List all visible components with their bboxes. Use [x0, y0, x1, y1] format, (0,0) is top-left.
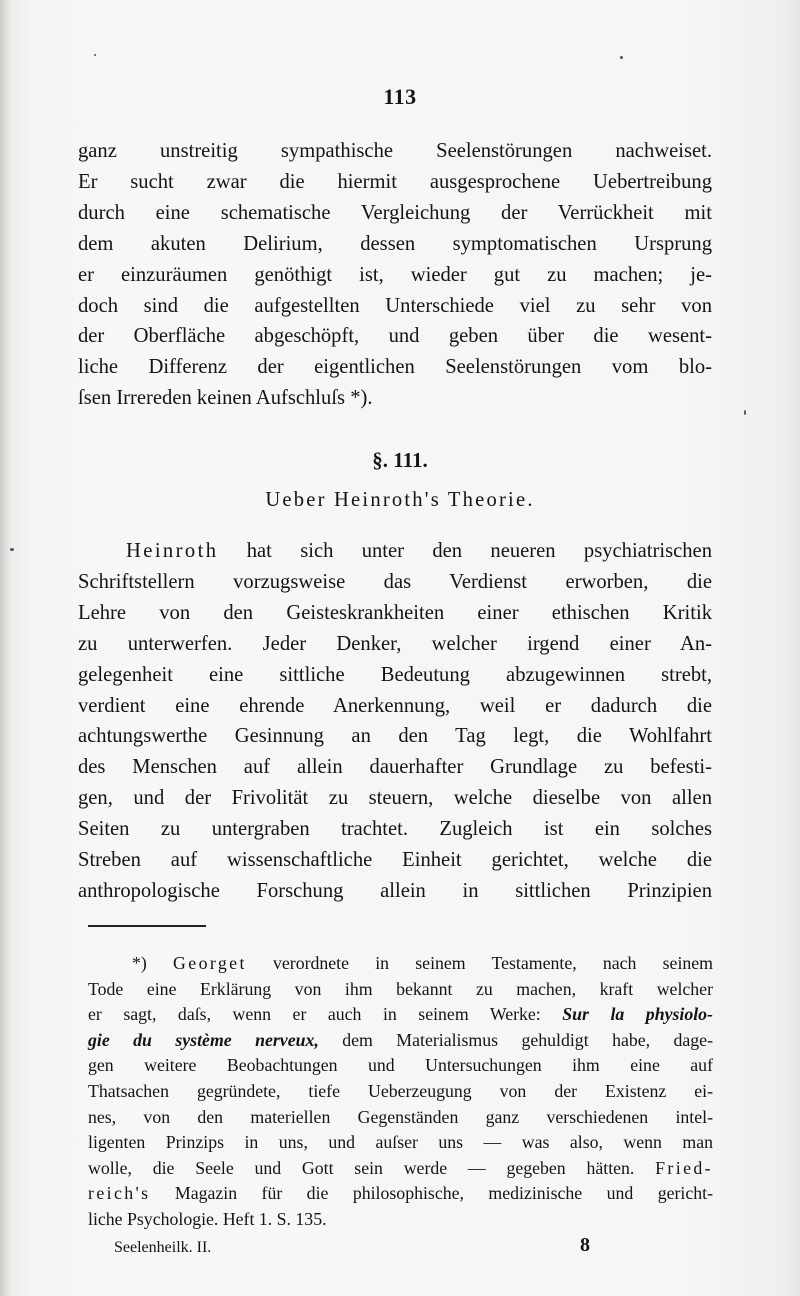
text-line: dem akuten Delirium, dessen symptomatischen Ursprung	[78, 232, 712, 255]
printer-signature: Seelenheilk. II.	[114, 1239, 212, 1256]
footnote-line: ligenten Prinzips in uns, und auſser uns — was also, wenn man	[88, 1132, 713, 1153]
footnote-line: Tode eine Erklärung von ihm bekannt zu machen, kraft welcher	[88, 978, 713, 999]
footnote-line: nes, von den materiellen Gegenständen ganz verschiedenen intel-	[88, 1106, 713, 1127]
work-title: Sur la physiolo-	[562, 1004, 713, 1025]
text-run: Magazin für die philosophische, medizinische und gericht-	[150, 1183, 713, 1204]
paragraph-2	[78, 536, 712, 907]
text-line: gelegenheit eine sittliche Bedeutung abzugewinnen strebt,	[78, 663, 712, 686]
text-line: zu unterwerfen. Jeder Denker, welcher irgend einer An-	[78, 632, 712, 655]
text-line: ſsen Irrereden keinen Aufschluſs *).	[78, 387, 373, 410]
paragraph-1	[78, 136, 712, 414]
footnote-line: liche Psychologie. Heft 1. S. 135.	[88, 1208, 327, 1229]
text-line: des Menschen auf allein dauerhafter Grundlage zu befesti-	[78, 756, 712, 779]
text-line: verdient eine ehrende Anerkennung, weil er dadurch die	[78, 694, 712, 717]
paper-speck	[620, 56, 623, 59]
text-line: anthropologische Forschung allein in sittlichen Prinzipien	[78, 879, 712, 902]
text-line: er einzuräumen genöthigt ist, wieder gut zu machen; je-	[78, 263, 712, 286]
sheet-number: 8	[580, 1234, 590, 1256]
text-run: hat sich unter den neueren psychiatrischen	[218, 540, 712, 562]
text-line: liche Differenz der eigentlichen Seelenstörungen vom blo-	[78, 356, 712, 379]
text-line: Lehre von den Geisteskrankheiten einer ethischen Kritik	[78, 601, 712, 624]
work-title: gie du système nerveux,	[88, 1029, 319, 1050]
text-line: ganz unstreitig sympathische Seelenstörungen nachweiset.	[78, 140, 712, 162]
text-line: achtungswerthe Gesinnung an den Tag legt, die Wohlfahrt	[78, 725, 712, 748]
paper-speck	[94, 54, 96, 56]
footnote-rule	[88, 925, 206, 927]
footnote-marker: *)	[132, 953, 174, 973]
footnote-line	[88, 1028, 713, 1054]
text-line: doch sind die aufgestellten Unterschiede viel zu sehr von	[78, 294, 712, 317]
cited-name: reich's	[88, 1183, 151, 1204]
footnote-line: gen weitere Beobachtungen und Untersuchungen ihm eine auf	[88, 1055, 713, 1076]
section-number: §. 111.	[372, 448, 428, 472]
author-name-spaced: Heinroth	[126, 540, 219, 562]
text-run: dem Materialismus gehuldigt habe, dage-	[318, 1029, 713, 1050]
footnote-line	[88, 1156, 713, 1182]
text-line: gen, und der Frivolität zu steuern, welche dieselbe von allen	[78, 787, 712, 810]
text-line: durch eine schematische Vergleichung der Verrückheit mit	[78, 201, 712, 224]
footnote-line	[88, 1181, 713, 1207]
paper-speck	[744, 410, 746, 415]
text-line: Seiten zu untergraben trachtet. Zugleich ist ein solches	[78, 818, 712, 841]
footnote	[88, 951, 713, 1233]
section-title: Ueber Heinroth's Theorie.	[265, 489, 535, 511]
text-line: Schriftstellern vorzugsweise das Verdienst erworben, die	[78, 570, 712, 593]
text-line-first	[78, 536, 712, 567]
text-line: Er sucht zwar die hiermit ausgesprochene Uebertreibung	[78, 170, 712, 193]
text-line: der Oberfläche abgeschöpft, und geben über die wesent-	[78, 325, 712, 348]
page-number: 113	[383, 84, 417, 109]
paper-speck	[10, 548, 14, 551]
text-run: verordnete in seinem Testamente, nach seinem	[246, 953, 714, 973]
footnote-line	[88, 1002, 713, 1028]
footnote-line	[88, 951, 713, 977]
footnote-line: Thatsachen gegründete, tiefe Ueberzeugung von der Existenz ei-	[88, 1080, 713, 1101]
text-run: wolle, die Seele und Gott sein werde — gegeben hätten.	[88, 1157, 656, 1178]
text-line: Streben auf wissenschaftliche Einheit gerichtet, welche die	[78, 849, 712, 872]
footnote-author: Georget	[173, 953, 247, 973]
text-run: er sagt, daſs, wenn er auch in seinem Werke:	[88, 1004, 563, 1025]
cited-name: Fried-	[655, 1157, 713, 1178]
page-edge-shadow	[0, 0, 10, 1296]
